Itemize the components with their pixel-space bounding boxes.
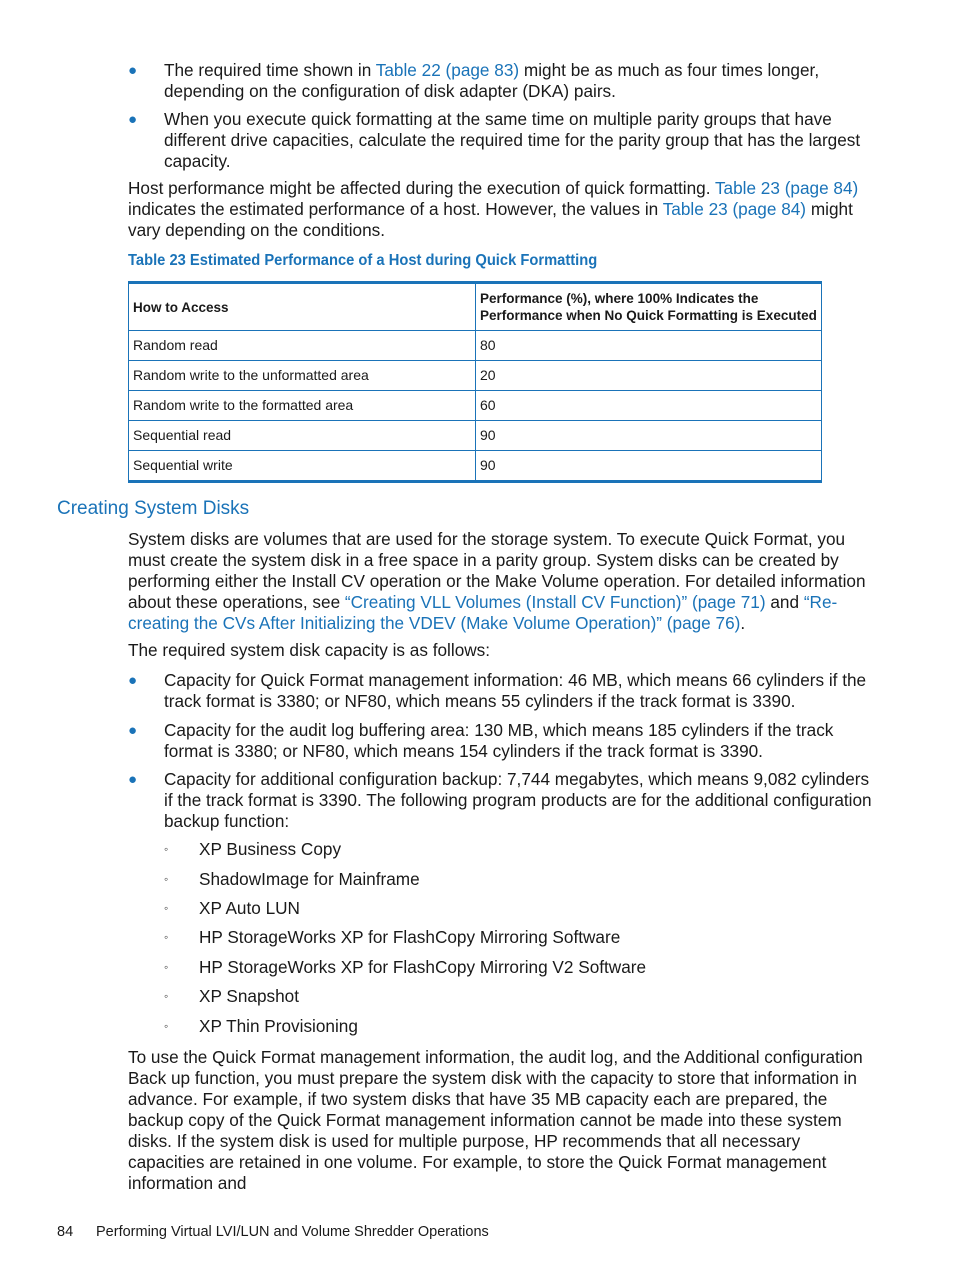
table-cell: 90 [476,451,822,482]
ring-bullet-icon: ◦ [164,901,169,915]
table-row [129,421,822,451]
ring-bullet-icon: ◦ [164,930,169,944]
link-table-23[interactable]: Table 23 (page 84) [662,199,807,219]
bullet-dot-icon: ● [128,62,138,79]
section-paragraph: To use the Quick Format management information, the audit log, and the Additional configuration Back up function, you must prepare the system disk with the capacity to store that information in advance. For example, if two system disks that have 35 MB capacity each are prepared, the backup copy of the Quick Format management information cannot be made into these system disks. If the system disk is used for multiple purpose, HP recommends that all necessary capacities are retained in one volume. For example, to store the Quick Format management information and [128,1047,863,1193]
table-header-row [129,283,822,331]
intro-paragraph: Host performance might be affected during the execution of quick formatting. Table 23 (page 84) indicates the estimated performance of a host. However, the values in Table 23 (page 84) might vary depending on the conditions. [128,178,859,240]
page-number: 84 [57,1224,74,1240]
document-page: ● The required time shown in Table 22 (page 83) might be as much as four times longer, depending on the configuration of disk adapter (DKA) pairs. ● When you execute quick formatting at the same time on multiple parity groups that have different drive capacities, calculate the required time for the parity group that has the largest capacity. Host performance might be affected during the execution of quick formatting. Table 23 (page 84) indicates the estimated performance of a host. However, the values in Table 23 (page 84) might vary depending on the conditions. Table 23 Estimated Performance of a Host during Quick Formatting How to Access Performance (%), where 100% Indicates the Performance when No Quick Formatting is Executed Random read 80 Random write to the unformatted area 20 Random write to the formatted area 60 Sequential read 90 Sequential write 90 Creating System Disks System disks are volumes that are used for the storage system. To execute Quick Format, you must create the system disk in a free space in a parity group. System disks can be created by performing either the Install CV operation or the Make Volume operation. For detailed information about these operations, see “Creating VLL Volumes (Install CV Function)” (page 71) and “Re-creating the CVs After Initializing the VDEV (Make Volume Operation)” (page 76). The required system disk capacity is as follows: ● Capacity for Quick Format management information: 46 MB, which means 66 cylinders if the track format is 3380; or NF80, which means 55 cylinders if the track format is 3390. ● Capacity for the audit log buffering area: 130 MB, which means 185 cylinders if the track format is 3380; or NF80, which means 154 cylinders if the track format is 3390. ● Capacity for additional configuration backup: 7,744 megabytes, which means 9,082 cylinders if the track format is 3390. The following program products are for the additional configuration backup function: ◦ XP Business Copy ◦ ShadowImage for Mainframe ◦ XP Auto LUN ◦ HP StorageWorks XP for FlashCopy Mirroring Software ◦ HP StorageWorks XP for FlashCopy Mirroring V2 Software ◦ XP Snapshot ◦ XP Thin Provisioning To use the Quick Format management information, the audit log, and the Additional configuration Back up function, you must prepare the system disk with the capacity to store that information in advance. For example, if two system disks that have 35 MB capacity each are prepared, the backup copy of the Quick Format management information cannot be made into these system disks. If the system disk is used for multiple purpose, HP recommends that all necessary capacities are retained in one volume. For example, to store the Quick Format management information and 84 Performing Virtual LVI/LUN and Volume Shredder Operations [57,60,872,1240]
table-row [129,331,822,361]
table-cell: Random read [129,331,476,361]
bullet-text: Capacity for the audit log buffering area: 130 MB, which means 185 cylinders if the track format is 3380; or NF80, which means 154 cylinders if the track format is 3390. [164,720,834,761]
section-paragraph: System disks are volumes that are used for the storage system. To execute Quick Format, you must create the system disk in a free space in a parity group. System disks can be created by performing either the Install CV operation or the Make Volume operation. For detailed information about these operations, see “Creating VLL Volumes (Install CV Function)” (page 71) and “Re-creating the CVs After Initializing the VDEV (Make Volume Operation)” (page 76). [128,529,866,633]
section-paragraph: The required system disk capacity is as follows: [128,640,491,660]
table-cell: Random write to the unformatted area [129,361,476,391]
table-row [129,451,822,482]
bullet-dot-icon: ● [128,672,138,689]
ring-bullet-icon: ◦ [164,989,169,1003]
table-cell: 80 [476,331,822,361]
bullet-text: When you execute quick formatting at the same time on multiple parity groups that have different drive capacities, calculate the required time for the parity group that has the largest capacity. [164,109,861,171]
table-cell: Sequential write [129,451,476,482]
table-row [129,361,822,391]
column-header: Performance (%), where 100% Indicates the Performance when No Quick Formatting is Executed [476,283,822,331]
bullet-text: Capacity for additional configuration backup: 7,744 megabytes, which means 9,082 cylinders if the track format is 3390. The following program products are for the additional configuration backup function: [164,769,872,831]
column-header: How to Access [129,283,476,331]
ring-bullet-icon: ◦ [164,872,169,886]
ring-bullet-icon: ◦ [164,1019,169,1033]
table-cell: Random write to the formatted area [129,391,476,421]
bullet-dot-icon: ● [128,722,138,739]
bullet-text: Capacity for Quick Format management information: 46 MB, which means 66 cylinders if the track format is 3380; or NF80, which means 55 cylinders if the track format is 3390. [164,670,867,711]
bullet-dot-icon: ● [128,111,138,128]
table-cell: 90 [476,421,822,451]
chapter-title: Performing Virtual LVI/LUN and Volume Shredder Operations [96,1224,489,1240]
link-table-22[interactable]: Table 22 (page 83) [375,60,520,80]
table-cell: 60 [476,391,822,421]
ring-bullet-icon: ◦ [164,842,169,856]
bullet-text: The required time shown in Table 22 (page 83) might be as much as four times longer, depending on the configuration of disk adapter (DKA) pairs. [164,60,820,101]
performance-table [128,281,822,483]
table-cell: 20 [476,361,822,391]
table-cell: Sequential read [129,421,476,451]
link-table-23[interactable]: Table 23 (page 84) [714,178,859,198]
link-install-cv[interactable]: “Creating VLL Volumes (Install CV Function)” (page 71) [344,592,766,612]
table-row [129,391,822,421]
bullet-dot-icon: ● [128,771,138,788]
link-make-volume[interactable]: “Re-creating the CVs After Initializing the VDEV (Make Volume Operation)” (page 76) [128,592,838,633]
ring-bullet-icon: ◦ [164,960,169,974]
table-caption: Table 23 Estimated Performance of a Host during Quick Formatting [128,252,598,269]
section-heading: Creating System Disks [57,498,250,519]
